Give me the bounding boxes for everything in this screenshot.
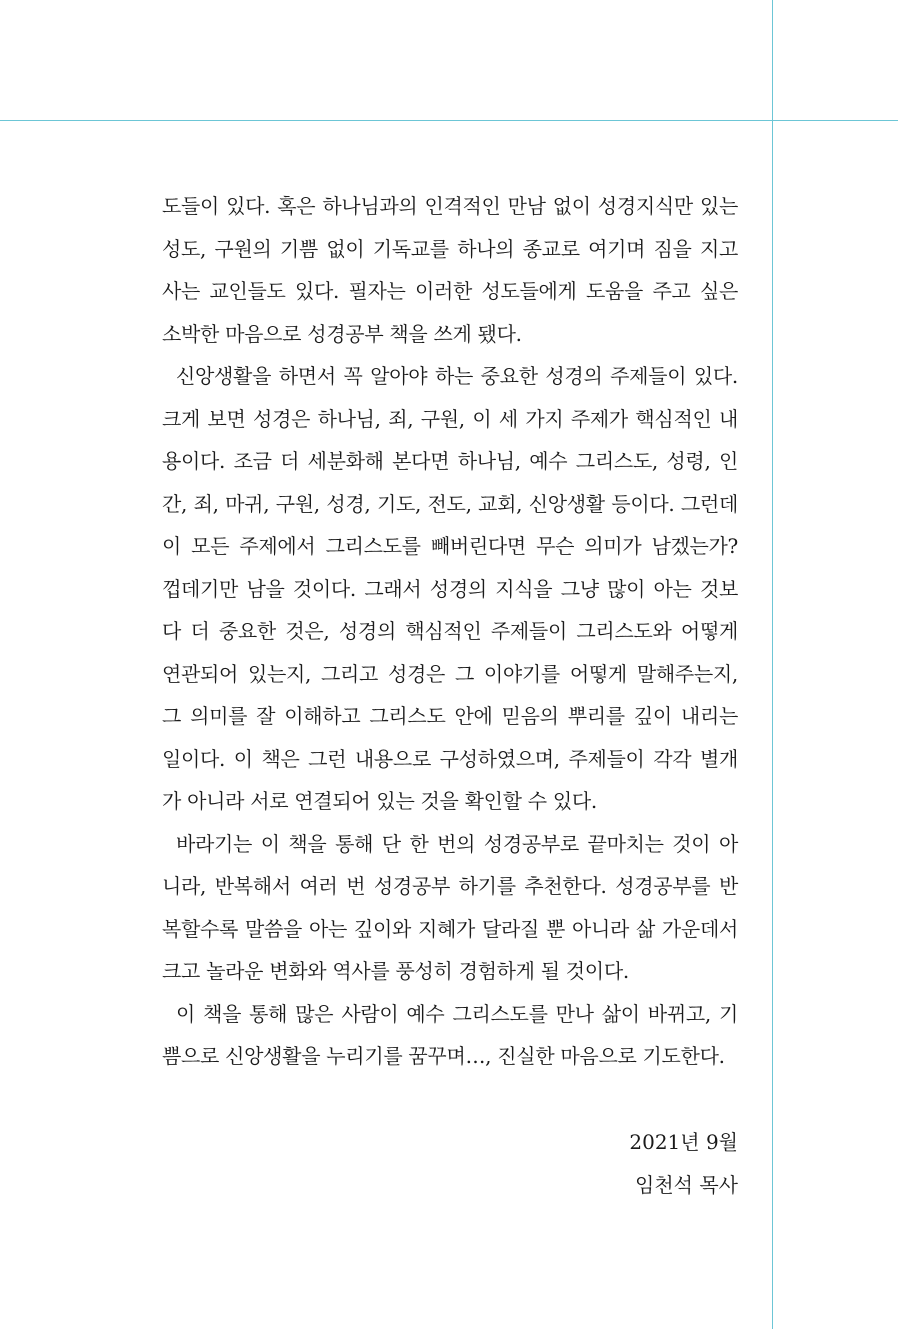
signature-date: 2021년 9월 bbox=[629, 1130, 738, 1154]
text-line: 바라기는 이 책을 통해 단 한 번의 성경공부로 끝마치는 것이 아 bbox=[176, 831, 738, 856]
text-line: 다 더 중요한 것은, 성경의 핵심적인 주제들이 그리스도와 어떻게 bbox=[162, 619, 738, 643]
text-line: 사는 교인들도 있다. 필자는 이러한 성도들에게 도움을 주고 싶은 bbox=[162, 279, 738, 303]
text-line: 신앙생활을 하면서 꼭 알아야 하는 중요한 성경의 주제들이 있다. bbox=[176, 364, 738, 388]
text-line: 복할수록 말씀을 아는 깊이와 지혜가 달라질 뿐 아니라 삶 가운데서 bbox=[162, 916, 738, 941]
text-line: 그 의미를 잘 이해하고 그리스도 안에 믿음의 뿌리를 깊이 내리는 bbox=[162, 704, 738, 728]
text-line: 니라, 반복해서 여러 번 성경공부 하기를 추천한다. 성경공부를 반 bbox=[162, 874, 738, 898]
signature-author: 임천석 목사 bbox=[635, 1173, 738, 1197]
text-line: 가 아니라 서로 연결되어 있는 것을 확인할 수 있다. bbox=[162, 789, 597, 813]
crop-mark-horizontal bbox=[0, 120, 898, 121]
text-line: 크게 보면 성경은 하나님, 죄, 구원, 이 세 가지 주제가 핵심적인 내 bbox=[162, 406, 738, 431]
text-line: 용이다. 조금 더 세분화해 본다면 하나님, 예수 그리스도, 성령, 인 bbox=[162, 449, 738, 473]
text-line: 쁨으로 신앙생활을 누리기를 꿈꾸며…, 진실한 마음으로 기도한다. bbox=[162, 1044, 725, 1068]
crop-mark-vertical bbox=[772, 0, 773, 1329]
text-line: 성도, 구원의 기쁨 없이 기독교를 하나의 종교로 여기며 짐을 지고 bbox=[162, 236, 738, 261]
text-line: 연관되어 있는지, 그리고 성경은 그 이야기를 어떻게 말해주는지, bbox=[162, 661, 738, 686]
text-line: 크고 놀라운 변화와 역사를 풍성히 경험하게 될 것이다. bbox=[162, 959, 629, 983]
text-line: 이 모든 주제에서 그리스도를 빼버린다면 무슨 의미가 남겠는가? bbox=[162, 534, 738, 558]
text-line: 간, 죄, 마귀, 구원, 성경, 기도, 전도, 교회, 신앙생활 등이다. 그런데 bbox=[162, 491, 738, 516]
text-line: 이 책을 통해 많은 사람이 예수 그리스도를 만나 삶이 바뀌고, 기 bbox=[176, 1001, 738, 1026]
text-line: 소박한 마음으로 성경공부 책을 쓰게 됐다. bbox=[162, 321, 522, 346]
body-text bbox=[162, 185, 738, 1078]
text-line: 도들이 있다. 혹은 하나님과의 인격적인 만남 없이 성경지식만 있는 bbox=[162, 194, 738, 218]
text-line: 껍데기만 남을 것이다. 그래서 성경의 지식을 그냥 많이 아는 것보 bbox=[162, 576, 738, 601]
text-line: 일이다. 이 책은 그런 내용으로 구성하였으며, 주제들이 각각 별개 bbox=[162, 746, 738, 771]
